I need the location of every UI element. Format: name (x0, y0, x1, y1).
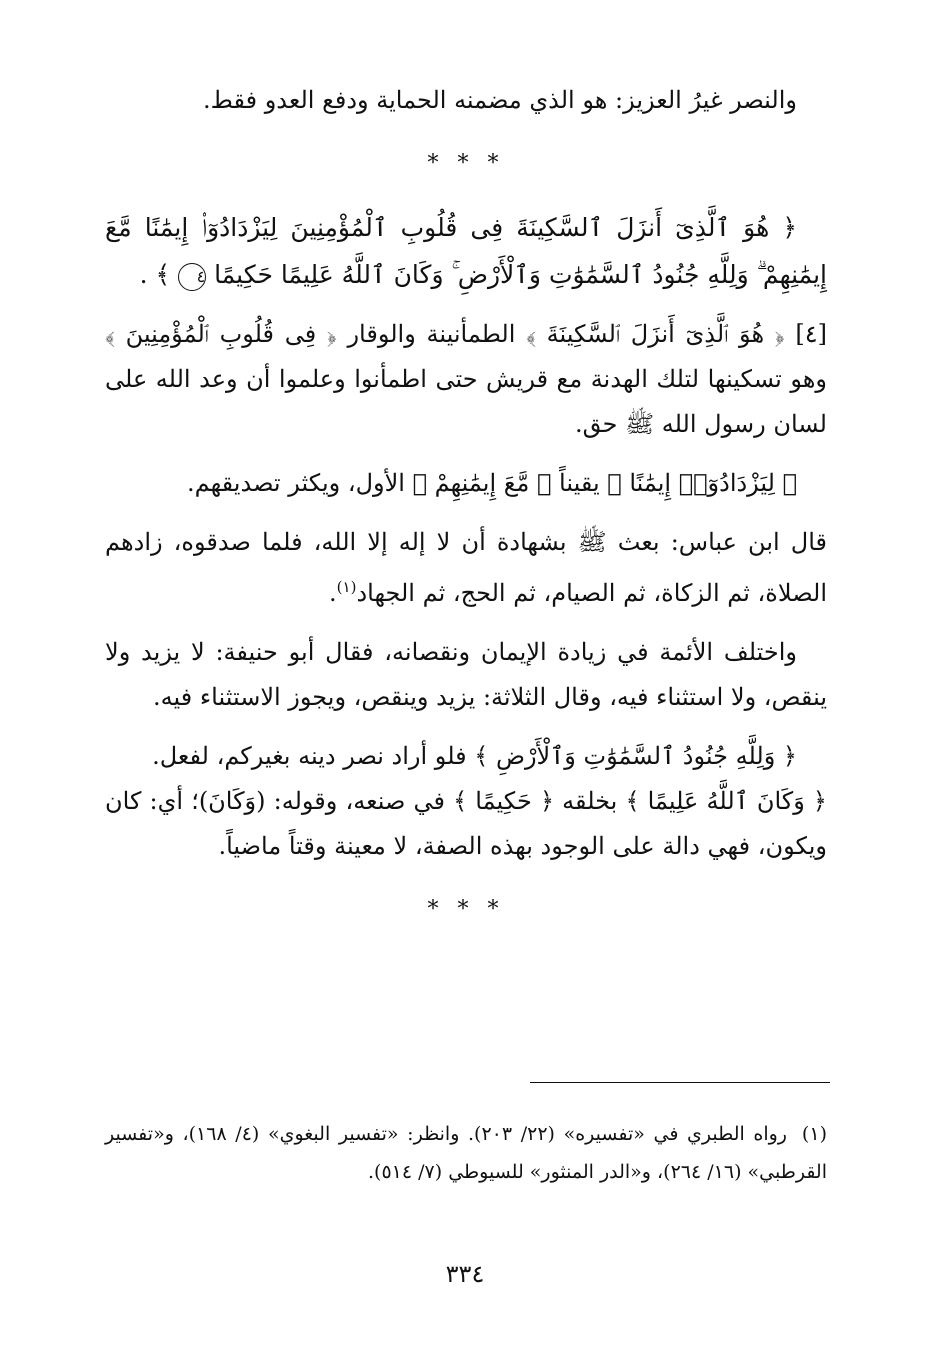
footnote-mark: (١) (801, 1123, 827, 1145)
footnote-reference: (١) (336, 578, 357, 596)
paragraph-ibn-abbas (105, 520, 827, 616)
ibn-abbas-text: قال ابن عباس: بعث ﷺ بشهادة أن لا إله إلا الله، فلما صدقوه، زادهم الصلاة، ثم الزكاة، ثم الصيام، ثم الحج، ثم الجهاد (105, 528, 827, 607)
footnote-item (105, 1115, 827, 1191)
section-separator-end: * * * (427, 897, 505, 922)
verse-number-marker: ٤ (178, 263, 206, 291)
footnote-divider (530, 1082, 830, 1083)
footnotes (105, 1115, 827, 1191)
paragraph-increase-faith: ﴿ لِيَزْدَادُوٓا۟ إِيمَٰنًا ﴾ يقيناً ﴿ مَّعَ إِيمَٰنِهِمْ ﴾ الأول، ويكثر تصديقهم. (187, 469, 797, 497)
paragraph-imams-disagreement: واختلف الأئمة في زيادة الإيمان ونقصانه، فقال أبو حنيفة: لا يزيد ولا ينقص، ولا استثناء فيه، وقال الثلاثة: يزيد وينقص، ويجوز الاستثناء فيه. (105, 638, 827, 711)
page-number: ٣٣٤ (445, 1260, 485, 1288)
ibn-abbas-end: . (329, 579, 337, 607)
quran-verse (105, 204, 827, 298)
verse-close: ﴾ . (139, 260, 171, 289)
section-separator: * * * (427, 151, 505, 176)
paragraph-knowing-wise: ﴿ وَكَانَ ٱللَّهُ عَلِيمًا ﴾ بخلقه ﴿ حَكِيمًا ﴾ في صنعه، وقوله: (وَكَانَ)؛ أي: كان ويكون، فهي دالة على الوجود بهذه الصفة، لا معينة وقتاً ماضياً. (105, 787, 827, 860)
paragraph-soldiers: ﴿ وَلِلَّهِ جُنُودُ ٱلسَّمَٰوَٰتِ وَٱلْأَرْضِ ﴾ فلو أراد نصر دينه بغيركم، لفعل. (152, 742, 797, 770)
paragraph-intro: والنصر غيرُ العزيز: هو الذي مضمنه الحماية ودفع العدو فقط. (203, 86, 797, 114)
footnote-text: رواه الطبري في «تفسيره» (٢٢/ ٢٠٣). وانظر: «تفسير البغوي» (٤/ ١٦٨)، و«تفسير القرطبي» (١٦/ ٢٦٤)، و«الدر المنثور» للسيوطي (٧/ ٥١٤). (105, 1123, 827, 1183)
verse-text: ﴿ هُوَ ٱلَّذِىٓ أَنزَلَ ٱلسَّكِينَةَ فِى قُلُوبِ ٱلْمُؤْمِنِينَ لِيَزْدَادُوٓا۟ إِيمَٰنًا مَّعَ إِيمَٰنِهِمْ ۗ وَلِلَّهِ جُنُودُ ٱلسَّمَٰوَٰتِ وَٱلْأَرْضِ ۚ وَكَانَ ٱللَّهُ عَلِيمًا حَكِيمًا (105, 213, 827, 289)
paragraph-tafsir-4: [٤] ﴿ هُوَ ٱلَّذِىٓ أَنزَلَ ٱلسَّكِينَةَ ﴾ الطمأنينة والوقار ﴿ فِى قُلُوبِ ٱلْمُؤْمِنِينَ ﴾ وهو تسكينها لتلك الهدنة مع قريش حتى اطمأنوا وعلموا أن وعد الله على لسان رسول الله ﷺ حق. (105, 320, 827, 438)
main-text (105, 78, 827, 950)
